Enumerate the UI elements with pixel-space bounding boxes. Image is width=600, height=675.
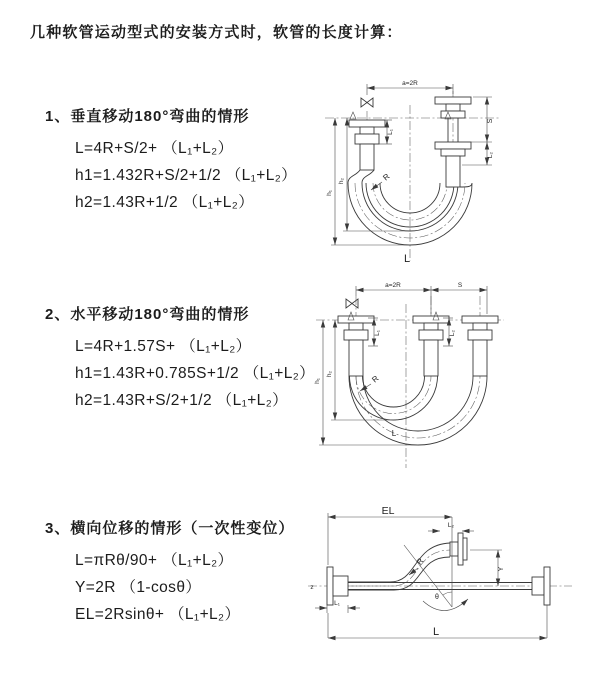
dim-label-l: L <box>432 626 440 638</box>
right-pipe-assembly <box>435 97 471 187</box>
section-vertical-movement <box>45 105 297 216</box>
hose-curves <box>349 373 487 445</box>
dim-label-r: R <box>381 171 392 183</box>
dimension-labels <box>314 282 463 438</box>
valve-icon <box>361 98 373 107</box>
dim-label-l2: L₂ <box>449 329 456 337</box>
dim-label-s: S <box>487 118 494 124</box>
centerline-mark: z <box>310 584 314 591</box>
dim-label-h1: h₁ <box>314 378 321 384</box>
dim-label-l2: L₂ <box>487 151 494 159</box>
formula-Y: Y=2R （1-cosθ） <box>75 579 202 596</box>
dim-label-l2: L₂ <box>447 522 455 529</box>
section-lateral-displacement <box>45 517 294 628</box>
dimension-lines <box>315 513 547 638</box>
dim-label-r: R <box>370 373 381 385</box>
dim-label-l: L <box>403 253 411 265</box>
dimension-lines <box>331 84 492 245</box>
dimension-lines <box>319 286 487 445</box>
dimension-labels <box>310 505 505 638</box>
dim-label-h2: h₂ <box>338 177 345 185</box>
diagram-lateral-displacement <box>300 505 590 663</box>
formula-L: L=πRθ/90+ （L₁+L₂） <box>75 552 234 569</box>
braided-section <box>446 156 460 187</box>
braided-section <box>360 144 374 170</box>
formula-h2: h2=1.43R+S/2+1/2 （L₁+L₂） <box>75 392 289 409</box>
dim-label-y: Y <box>498 566 505 572</box>
right-pipe-assembly <box>462 316 498 376</box>
braided-section <box>349 340 363 376</box>
formula-L: L=4R+S/2+ （L₁+L₂） <box>75 140 234 157</box>
displaced-flange <box>450 533 467 565</box>
formula-L: L=4R+1.57S+ （L₁+L₂） <box>75 338 252 355</box>
dim-label-h1: h₁ <box>326 190 333 196</box>
dim-label-a2r: a=2R <box>402 80 418 87</box>
formula-h1: h1=1.432R+S/2+1/2 （L₁+L₂） <box>75 167 298 184</box>
pipe-and-hose <box>348 543 532 590</box>
section3-heading: 3、横向位移的情形（一次性变位） <box>45 520 295 537</box>
section1-heading: 1、垂直移动180°弯曲的情形 <box>45 108 250 125</box>
dim-label-h2: h₂ <box>326 370 333 378</box>
formula-h2: h2=1.43R+1/2 （L₁+L₂） <box>75 194 255 211</box>
dim-label-l1: L₁ <box>387 129 394 135</box>
diagram-vertical-180-bend <box>315 75 515 267</box>
braided-section <box>424 340 438 376</box>
page-title: 几种软管运动型式的安装方式时，软管的长度计算： <box>30 24 403 41</box>
dim-label-r: R <box>414 556 426 567</box>
diagram-horizontal-180-bend <box>308 278 513 473</box>
dim-label-l: L <box>391 429 397 438</box>
dim-label-el: EL <box>381 505 395 517</box>
formula-EL: EL=2Rsinθ+ （L₁+L₂） <box>75 606 241 623</box>
section2-heading: 2、水平移动180°弯曲的情形 <box>45 306 250 323</box>
dim-label-l1: L₁ <box>334 600 340 607</box>
right-flange <box>532 567 550 605</box>
dim-label-l1: L₁ <box>374 330 381 336</box>
left-pipe-assembly <box>349 120 385 170</box>
dim-label-a2r: a=2R <box>385 282 401 289</box>
dim-label-theta: θ <box>435 594 439 601</box>
formula-h1: h1=1.43R+0.785S+1/2 （L₁+L₂） <box>75 365 316 382</box>
section-horizontal-movement <box>45 303 315 414</box>
dim-label-s: S <box>457 282 463 289</box>
